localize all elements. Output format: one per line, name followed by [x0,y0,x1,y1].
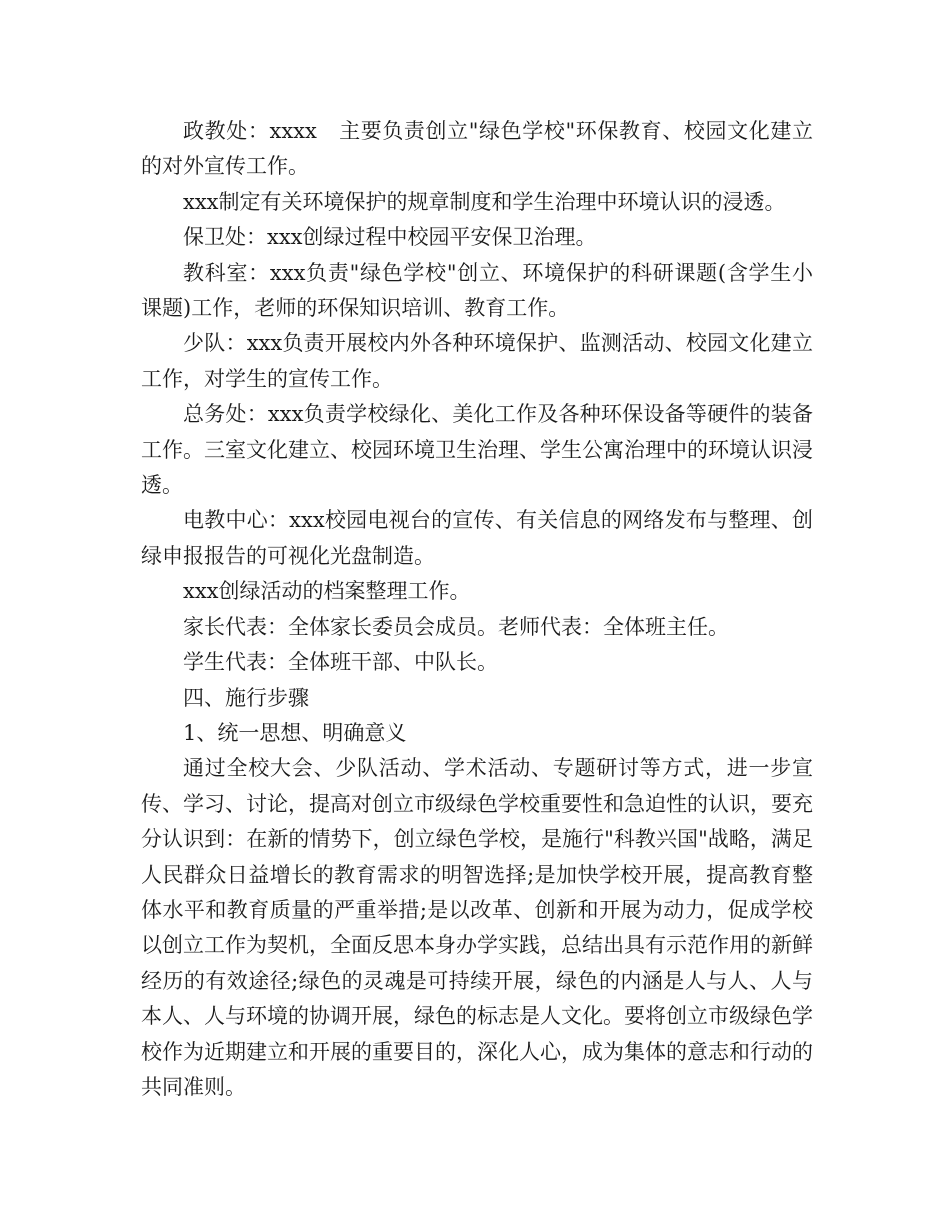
paragraph-security-office: 保卫处：xxx创绿过程中校园平安保卫治理。 [183,225,597,250]
paragraph-body-text: 通过全校大会、少队活动、学术活动、专题研讨等方式，进一步宣传、学习、讨论，提高对创立市级绿色学校重要性和急迫性的认识，要充分认识到：在新的情势下，创立绿色学校，是施行"科教兴国"战略，满足人民群众日益增长的教育需求的明智选择;是加快学校开展，提高教育整体水平和教育质量的严重举措;是以改革、创新和开展为动力，促成学校以创立工作为契机，全面反思本身办学实践，总结出具有示范作用的新鲜经历的有效途径;绿色的灵魂是可持续开展，绿色的内涵是人与人、人与本人、人与环境的协调开展，绿色的标志是人文化。要将创立市级绿色学校作为近期建立和开展的重要目的，深化人心，成为集体的意志和行动的共同准则。 [141,756,813,1099]
paragraph-parent-teacher-reps: 家长代表：全体家长委员会成员。老师代表：全体班主任。 [183,614,729,639]
paragraph-student-reps: 学生代表：全体班干部、中队长。 [183,650,498,675]
paragraph-research-office: 教科室：xxx负责"绿色学校"创立、环境保护的科研课题(含学生小课题)工作，老师的环保知识培训、教育工作。 [141,260,813,321]
paragraph-political-education-office: 政教处：xxxx 主要负责创立"绿色学校"环保教育、校园文化建立的对外宣传工作。 [141,119,813,179]
section-heading-implementation-steps: 四、施行步骤 [183,685,309,710]
document-body [141,114,813,1105]
paragraph-young-pioneers: 少队：xxx负责开展校内外各种环境保护、监测活动、校园文化建立工作，对学生的宣传工作。 [141,331,813,391]
paragraph-archives: xxx创绿活动的档案整理工作。 [183,579,471,604]
paragraph-general-affairs: 总务处：xxx负责学校绿化、美化工作及各种环保设备等硬件的装备工作。三室文化建立、校园环境卫生治理、学生公寓治理中的环境认识浸透。 [141,402,813,498]
subheading-unify-thinking: 1、统一思想、明确意义 [183,720,407,745]
paragraph-regulations: xxx制定有关环境保护的规章制度和学生治理中环境认识的浸透。 [183,189,786,214]
paragraph-audio-visual-center: 电教中心：xxx校园电视台的宣传、有关信息的网络发布与整理、创绿申报报告的可视化光盘制造。 [141,508,813,568]
